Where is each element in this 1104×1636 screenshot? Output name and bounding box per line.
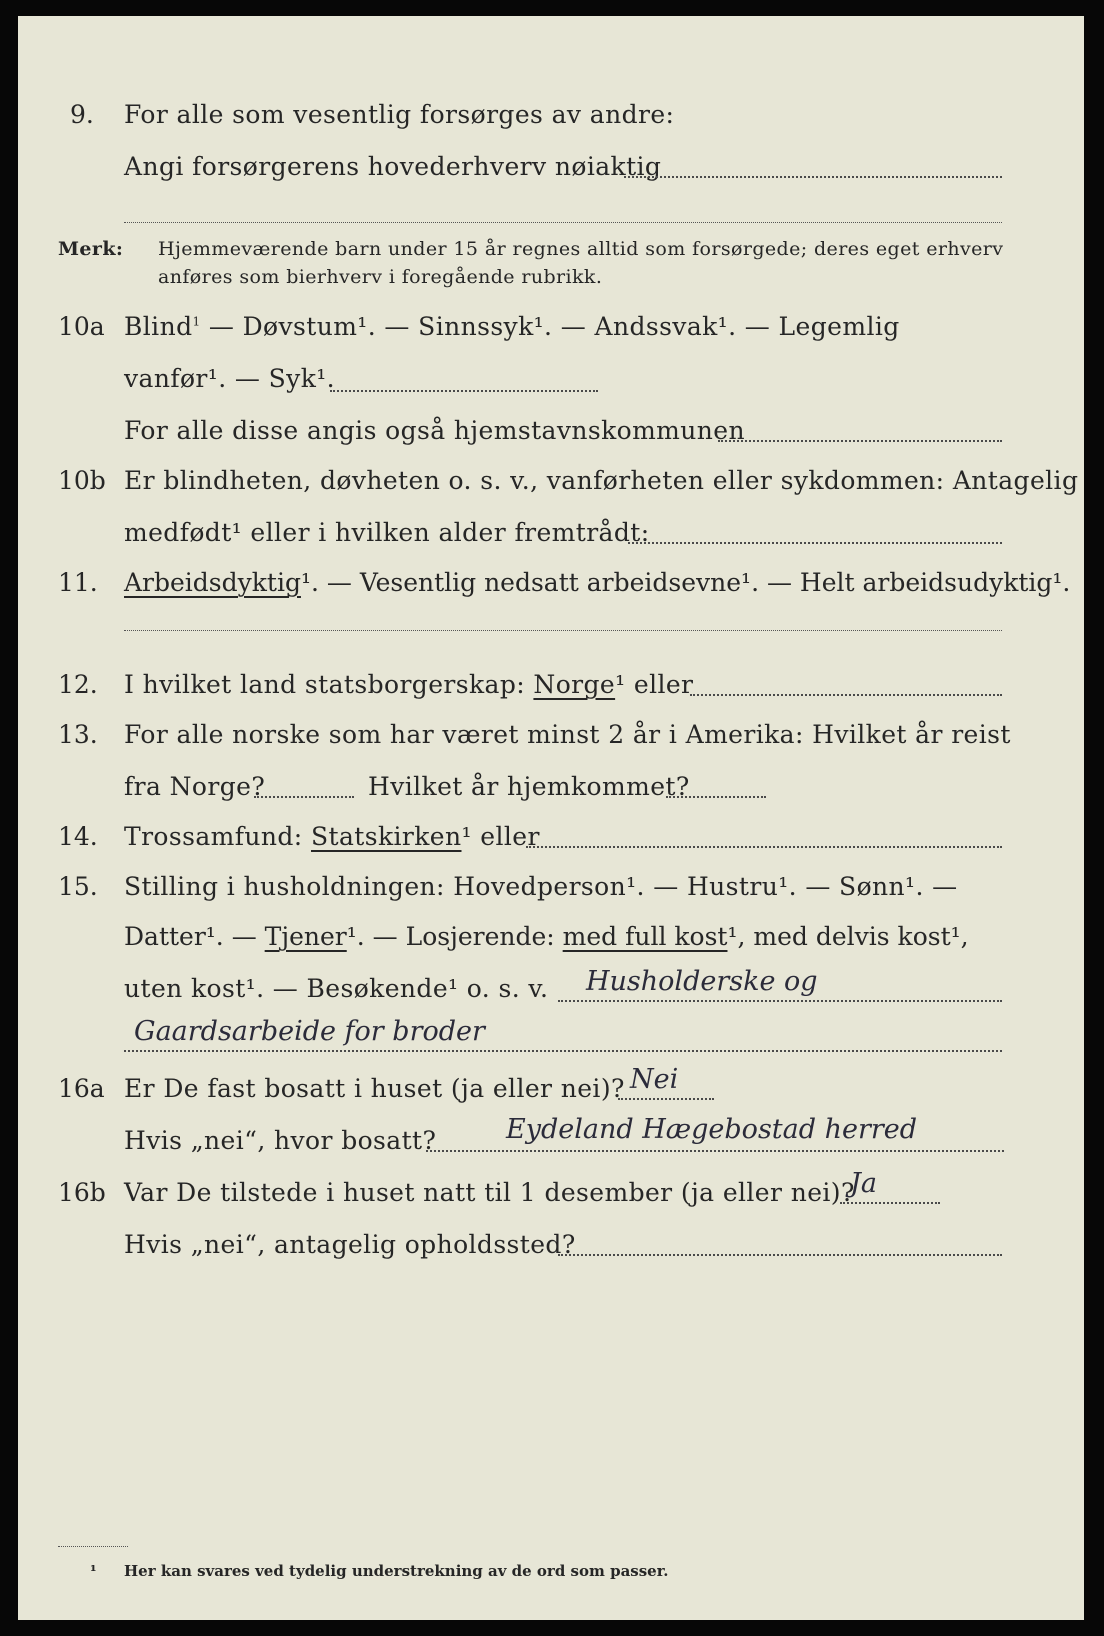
q10a-line2: vanfør¹. — Syk¹. <box>124 364 336 393</box>
q12-norge-underlined: Norge <box>533 670 616 699</box>
q16a-line1: Er De fast bosatt i huset (ja eller nei)? <box>124 1074 625 1103</box>
q11-rest: ¹. — Vesentlig nedsatt arbeidsevne¹. — Helt arbeidsudyktig¹. <box>300 568 1071 597</box>
q10a-syk-answer-line <box>330 390 598 392</box>
q10a-hjemstavn-answer-line <box>718 440 1002 442</box>
q15-line3: uten kost¹. — Besøkende¹ o. s. v. <box>124 974 549 1003</box>
census-form-page <box>18 16 1084 1620</box>
q13-number: 13. <box>58 720 98 749</box>
q14-number: 14. <box>58 822 98 851</box>
q15-tjener-underlined: Tjener <box>264 922 347 951</box>
q12-line <box>124 670 693 699</box>
q16a-number: 16a <box>58 1074 105 1103</box>
q10a-number: 10a <box>58 312 105 341</box>
q10b-answer-line <box>628 542 1002 544</box>
q12-answer-line <box>690 694 1002 696</box>
q11-answer-line <box>124 630 1002 631</box>
q13-line1: For alle norske som har været minst 2 år i Amerika: Hvilket år reist <box>124 720 1011 749</box>
q10a-blind: Blind <box>124 312 193 341</box>
q16b-line2: Hvis „nei“, antagelig opholdssted? <box>124 1230 576 1259</box>
q16a-handwritten-2: Eydeland Hægebostad herred <box>506 1114 918 1145</box>
q11-arbeidsdyktig-underlined: Arbeidsdyktig <box>124 568 301 597</box>
q9-answer-line2 <box>124 222 1002 223</box>
q13-reist-answer-line <box>254 796 354 798</box>
q15-line1: Stilling i husholdningen: Hovedperson¹. — Hustru¹. — Sønn¹. — <box>124 872 958 901</box>
q12-text: I hvilket land statsborgerskap: <box>124 670 526 699</box>
merk-line2: anføres som bierhverv i foregående rubrikk. <box>158 266 603 288</box>
q16a-bosatt-answer-line <box>426 1150 1004 1152</box>
footnote-rule <box>58 1546 128 1547</box>
q11-number: 11. <box>58 568 98 597</box>
footnote-mark: ¹ <box>90 1562 97 1580</box>
q9-number: 9. <box>70 100 94 129</box>
q9-line2: Angi forsørgerens hovederhverv nøiaktig <box>124 152 662 181</box>
q15-answer-line2 <box>124 1050 1002 1052</box>
q9-line1: For alle som vesentlig forsørges av andre: <box>124 100 675 129</box>
q16b-line1: Var De tilstede i huset natt til 1 desember (ja eller nei)? <box>124 1178 855 1207</box>
q15-handwritten-2: Gaardsarbeide for broder <box>134 1016 485 1047</box>
q14-after: ¹ eller <box>461 822 540 851</box>
q15-line2 <box>124 922 969 951</box>
q14-text: Trossamfund: <box>124 822 303 851</box>
q16b-answer-line <box>840 1202 940 1204</box>
q10b-line2: medfødt¹ eller i hvilken alder fremtrådt: <box>124 518 650 547</box>
merk-line1: Hjemmeværende barn under 15 år regnes alltid som forsørgede; deres eget erhverv <box>158 238 1004 260</box>
q16a-line2: Hvis „nei“, hvor bosatt? <box>124 1126 437 1155</box>
footnote-text: Her kan svares ved tydelig understrekning av de ord som passer. <box>124 1562 669 1580</box>
q15-losjerende: ¹. — Losjerende: <box>346 922 555 951</box>
q11-line <box>124 568 1070 597</box>
q12-after: ¹ eller <box>615 670 694 699</box>
q10b-line1: Er blindheten, døvheten o. s. v., vanførheten eller sykdommen: Antagelig <box>124 466 1079 495</box>
q15-delvis: ¹, med delvis kost¹, <box>727 922 969 951</box>
q13-hjemkommet-answer-line <box>666 796 766 798</box>
q9-answer-line <box>624 176 1002 178</box>
q15-number: 15. <box>58 872 98 901</box>
q15-handwritten-1: Husholderske og <box>586 966 818 997</box>
merk-label: Merk: <box>58 238 124 260</box>
q15-datter: Datter¹. — <box>124 922 257 951</box>
q16a-answer-line <box>618 1098 714 1100</box>
q10a-rest: — Døvstum¹. — Sinnssyk¹. — Andssvak¹. — Legemlig <box>200 312 900 341</box>
q13-line2a: fra Norge? <box>124 772 266 801</box>
q10b-number: 10b <box>58 466 106 495</box>
q16b-opholdssted-answer-line <box>558 1254 1002 1256</box>
q14-statskirken-underlined: Statskirken <box>311 822 462 851</box>
q14-line <box>124 822 540 851</box>
q15-full-kost-underlined: med full kost <box>562 922 728 951</box>
q13-line2b: Hvilket år hjemkommet? <box>368 772 690 801</box>
q16b-number: 16b <box>58 1178 106 1207</box>
q16a-handwritten-1: Nei <box>630 1064 679 1095</box>
q14-answer-line <box>526 846 1002 848</box>
q10a-line1: Blind$^1$ — Døvstum¹. — Sinnssyk¹. — Andssvak¹. — Legemlig <box>124 312 900 341</box>
q16b-handwritten-1: Ja <box>850 1168 877 1199</box>
q12-number: 12. <box>58 670 98 699</box>
q10a-line3: For alle disse angis også hjemstavnskommunen <box>124 416 745 445</box>
q15-answer-line <box>558 1000 1002 1002</box>
